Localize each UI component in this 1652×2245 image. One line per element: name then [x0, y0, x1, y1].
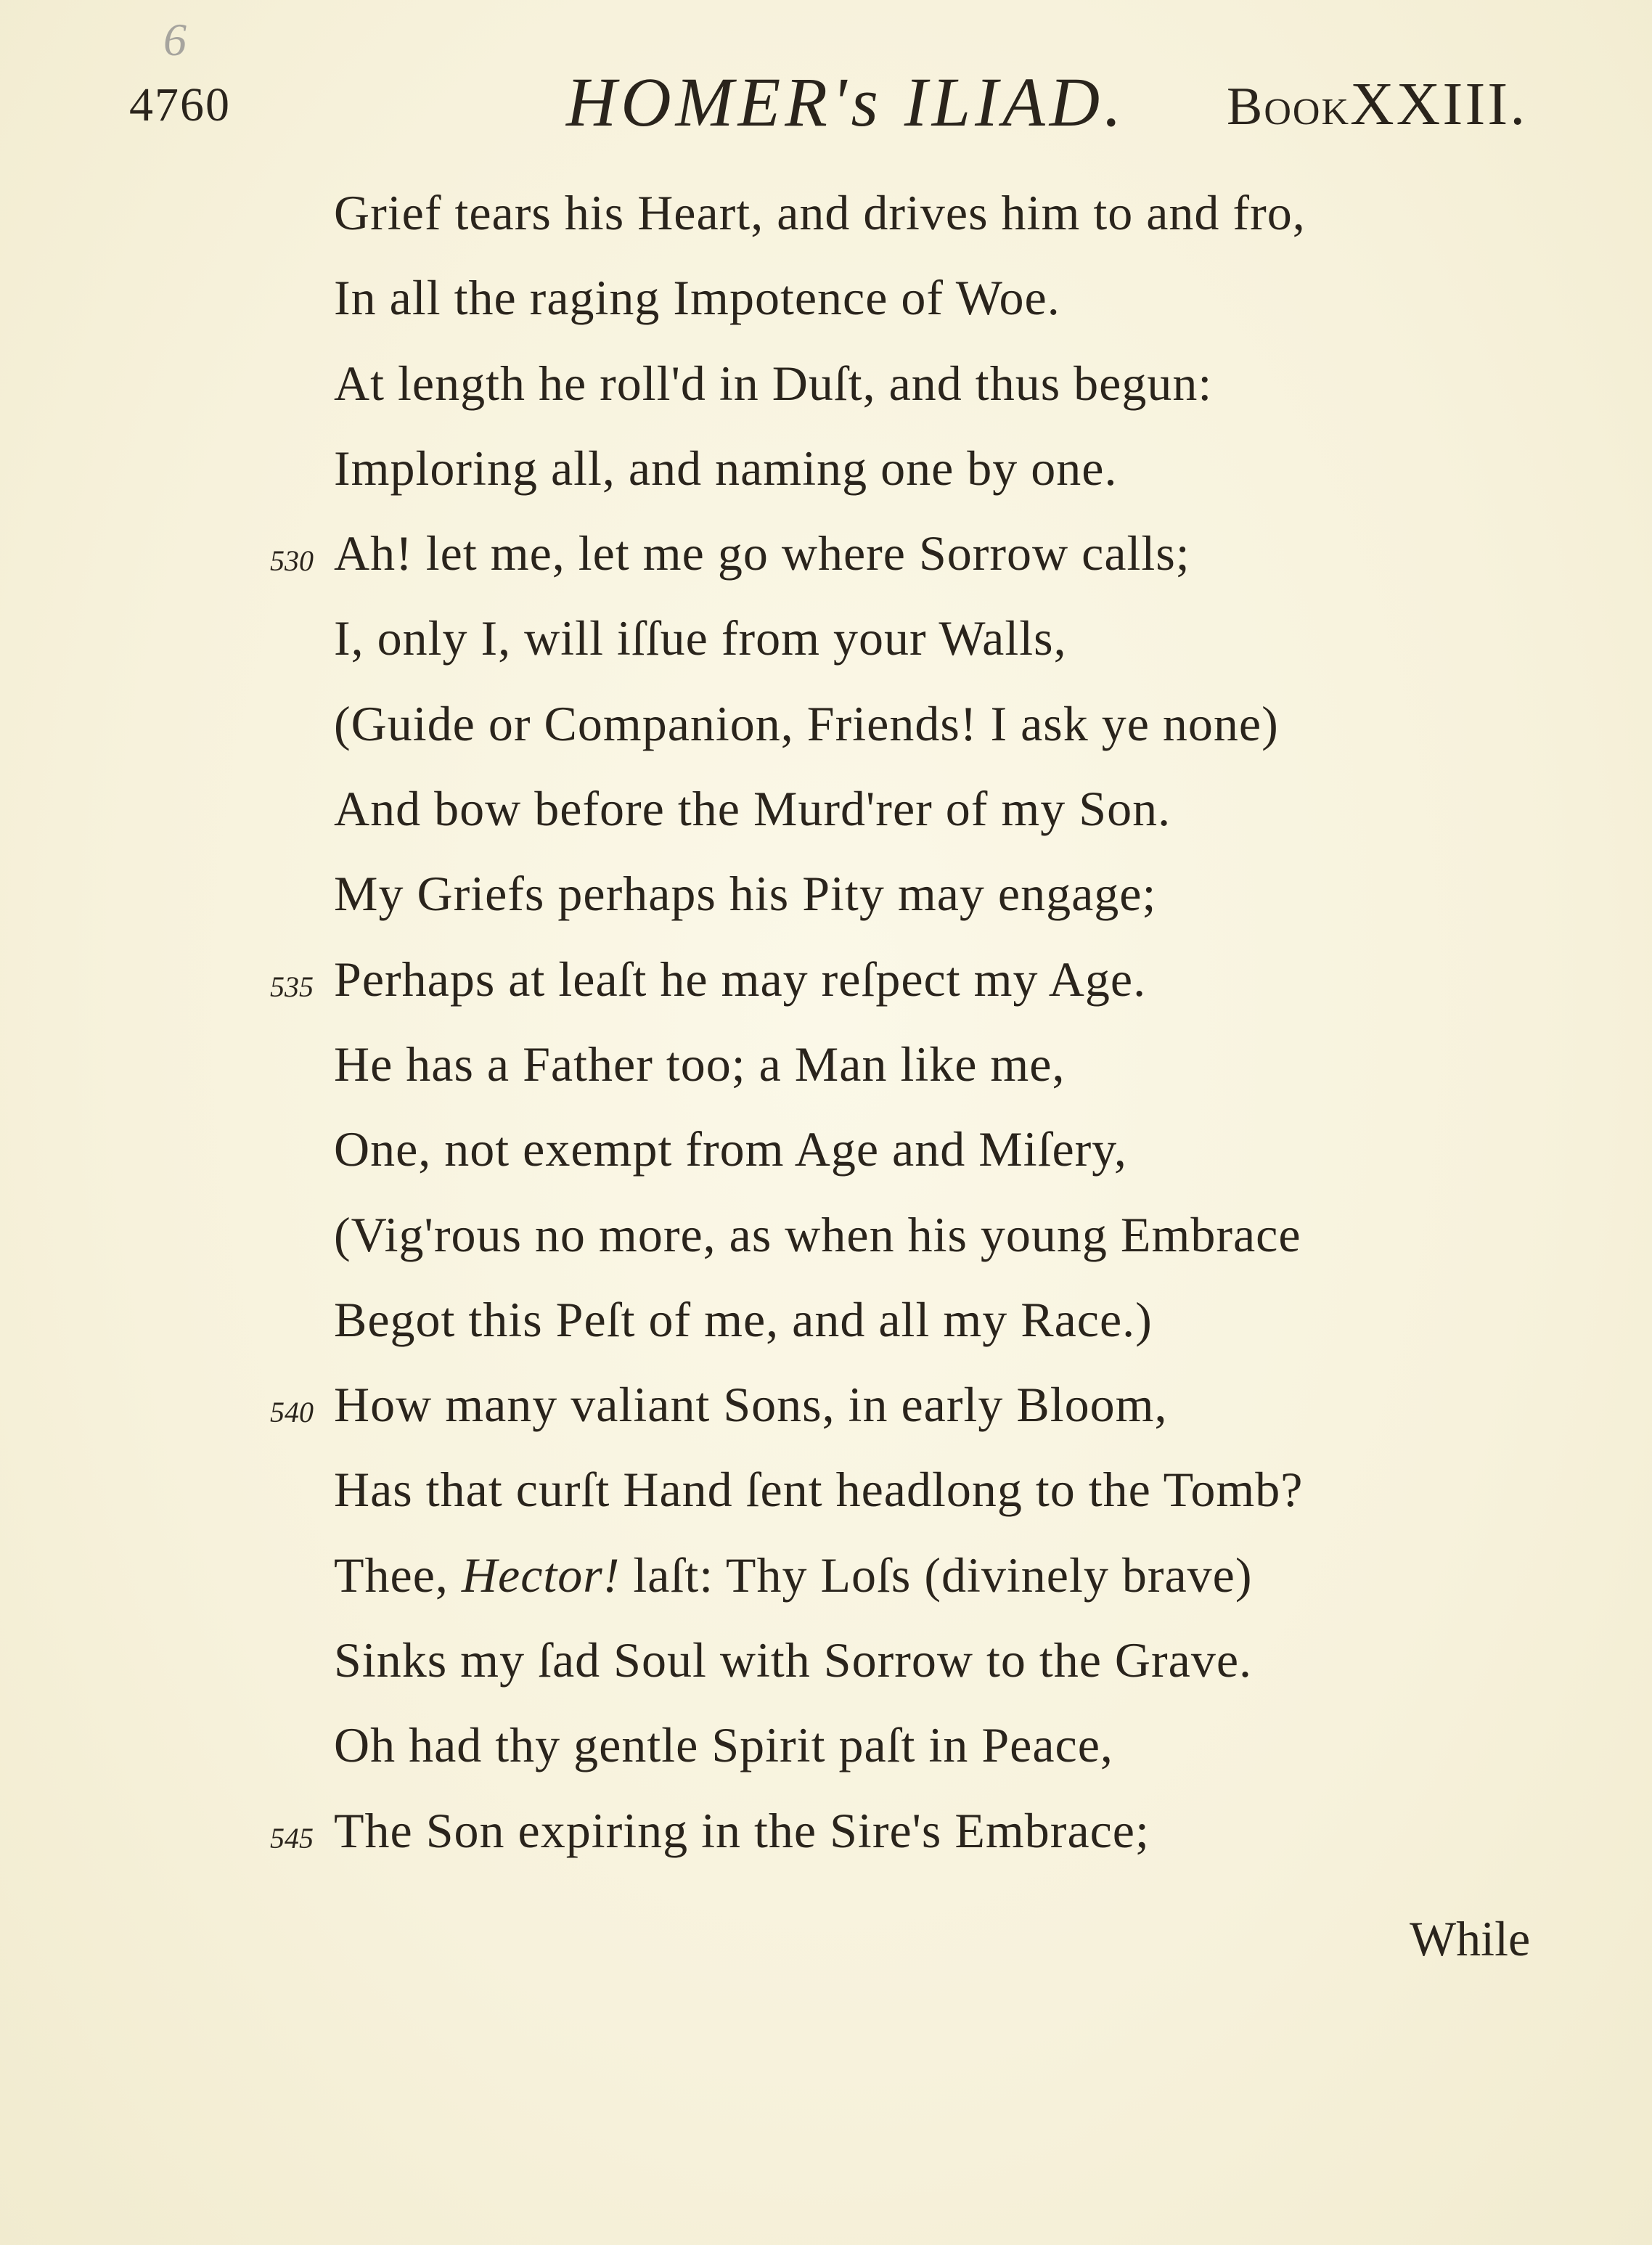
- verse-text: [334, 1533, 1253, 1618]
- verse-line: [0, 1277, 1652, 1362]
- verse-text: He has a Father too; a Man like me,: [334, 1036, 1066, 1092]
- verse-line: [0, 511, 1652, 596]
- running-title: HOMER's ILIAD.: [566, 63, 1126, 141]
- verse-line: [0, 766, 1652, 851]
- verse-line: [0, 596, 1652, 681]
- verse-text: How many valiant Sons, in early Bloom,: [334, 1377, 1168, 1433]
- verse-line: [0, 255, 1652, 340]
- verse-line: [0, 1618, 1652, 1703]
- verse-line: [0, 426, 1652, 511]
- book-word: Book: [1227, 77, 1351, 136]
- verse-text: And bow before the Murd'rer of my Son.: [334, 781, 1171, 837]
- verse-line: [0, 1107, 1652, 1192]
- verse-text: Oh had thy gentle Spirit paſt in Peace,: [334, 1717, 1113, 1773]
- line-number: 530: [270, 544, 314, 578]
- verse-text: One, not exempt from Age and Miſery,: [334, 1121, 1127, 1177]
- verse-text: Sinks my ſad Soul with Sorrow to the Grave.: [334, 1632, 1253, 1688]
- line-number: 540: [270, 1396, 314, 1429]
- verse-line: [0, 1022, 1652, 1107]
- book-label: [1227, 69, 1527, 139]
- book-number: XXIII.: [1350, 70, 1528, 138]
- verse-text: My Griefs perhaps his Pity may engage;: [334, 866, 1157, 922]
- verse-text: Begot this Peſt of me, and all my Race.): [334, 1291, 1153, 1347]
- verse-text: Ah! let me, let me go where Sorrow calls;: [334, 526, 1190, 581]
- line-number: 545: [270, 1821, 314, 1855]
- verse-text: Imploring all, and naming one by one.: [334, 440, 1118, 496]
- running-header: [0, 62, 1652, 149]
- verse-block: [0, 171, 1652, 1873]
- verse-line: [0, 1788, 1652, 1873]
- verse-line: [0, 682, 1652, 766]
- verse-text-after: laſt: Thy Loſs (divinely brave): [620, 1547, 1253, 1603]
- verse-line: [0, 1703, 1652, 1788]
- page-number: 4760: [129, 78, 231, 131]
- verse-text: Has that curſt Hand ſent headlong to the Tomb?: [334, 1462, 1304, 1518]
- verse-text: In all the raging Impotence of Woe.: [334, 270, 1060, 326]
- verse-line: [0, 1362, 1652, 1447]
- verse-line: [0, 1447, 1652, 1532]
- verse-line: [0, 171, 1652, 255]
- verse-text: (Guide or Companion, Friends! I ask ye none): [334, 695, 1279, 751]
- verse-text: Perhaps at leaſt he may reſpect my Age.: [334, 951, 1147, 1007]
- verse-line: [0, 341, 1652, 426]
- verse-text: I, only I, will iſſue from your Walls,: [334, 610, 1067, 666]
- verse-text: At length he roll'd in Duſt, and thus begun:: [334, 355, 1213, 411]
- verse-line: [0, 937, 1652, 1022]
- verse-line: [0, 1533, 1652, 1618]
- verse-line: [0, 851, 1652, 936]
- verse-text: The Son expiring in the Sire's Embrace;: [334, 1802, 1150, 1858]
- catchword: While: [1410, 1911, 1531, 1966]
- verse-line: [0, 1193, 1652, 1277]
- line-number: 535: [270, 970, 314, 1003]
- verse-text-before: Thee,: [334, 1547, 462, 1603]
- verse-text: (Vig'rous no more, as when his young Embrace: [334, 1206, 1301, 1262]
- pencil-annotation: 6: [163, 14, 187, 65]
- verse-text-italic-name: Hector!: [461, 1547, 621, 1603]
- verse-text: Grief tears his Heart, and drives him to and fro,: [334, 185, 1306, 240]
